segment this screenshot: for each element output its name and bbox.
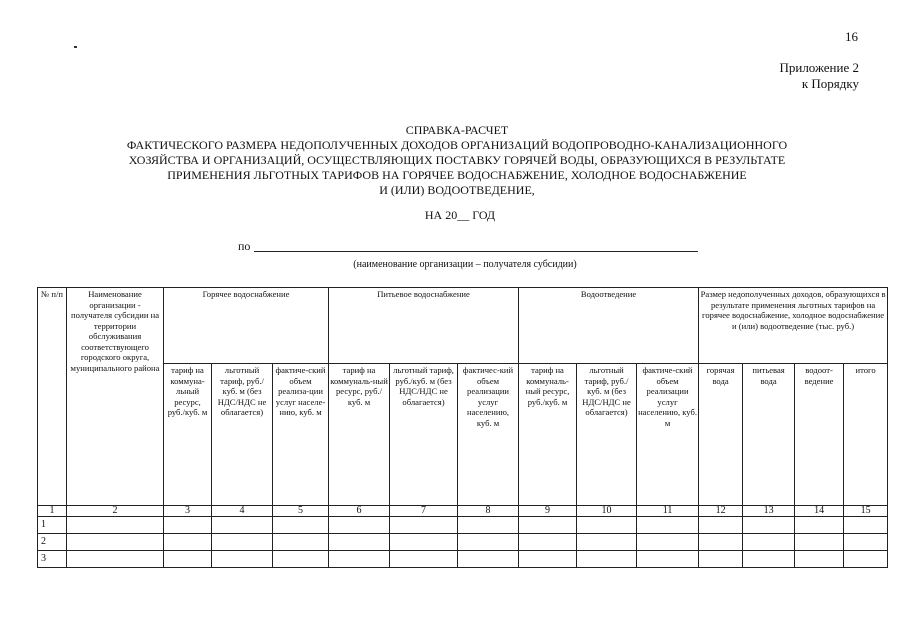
row-number: 2 [38,534,67,551]
column-number: 14 [795,506,844,517]
table-cell[interactable] [164,551,212,568]
header-hot-water-group: Горячее водоснабжение [164,288,329,364]
column-number: 2 [67,506,164,517]
table-cell[interactable] [212,534,273,551]
appendix-line-2: к Порядку [801,76,859,91]
table-cell[interactable] [329,551,390,568]
column-number: 8 [458,506,519,517]
table-cell[interactable] [273,534,329,551]
table-cell[interactable] [458,551,519,568]
year-line: НА 20__ ГОД [424,208,496,222]
column-number-row [38,506,888,517]
header-drink-volume: фактичес-кий объем реализации услуг населению, куб. м [458,364,519,506]
table-cell[interactable] [577,517,637,534]
table-cell[interactable] [329,534,390,551]
table-cell[interactable] [795,534,844,551]
table-cell[interactable] [699,534,743,551]
table-cell[interactable] [212,517,273,534]
column-number: 13 [743,506,795,517]
organization-field[interactable] [238,240,698,256]
row-number: 3 [38,551,67,568]
table-cell[interactable] [795,551,844,568]
table-cell[interactable] [67,534,164,551]
scan-speck [74,46,77,48]
table-row [38,517,888,534]
title-line-2: ФАКТИЧЕСКОГО РАЗМЕРА НЕДОПОЛУЧЕННЫХ ДОХОДОВ ОРГАНИЗАЦИЙ ВОДОПРОВОДНО-КАНАЛИЗАЦИОННОГО [126,138,788,152]
report-table [37,287,888,568]
column-number: 7 [390,506,458,517]
table-cell[interactable] [637,534,699,551]
table-cell[interactable] [844,517,888,534]
table-cell[interactable] [458,517,519,534]
table-row [38,551,888,568]
header-loss-hot-water: горячая вода [699,364,743,506]
table-cell[interactable] [844,534,888,551]
header-loss-drainage: водоот-ведение [795,364,844,506]
appendix-line-1: Приложение 2 [779,60,859,75]
table-row [38,534,888,551]
page-number: 16 [845,29,858,44]
table-cell[interactable] [273,517,329,534]
column-number: 10 [577,506,637,517]
table-cell[interactable] [743,551,795,568]
organization-caption: (наименование организации – получателя субсидии) [353,259,577,270]
header-drain-tariff: тариф на коммуналь-ный ресурс, руб./куб. м [519,364,577,506]
table-cell[interactable] [844,551,888,568]
table-cell[interactable] [390,534,458,551]
organization-underline [254,251,698,252]
table-cell[interactable] [699,551,743,568]
table-cell[interactable] [212,551,273,568]
header-hot-tariff: тариф на коммуна-льный ресурс, руб./куб. м [164,364,212,506]
table-cell[interactable] [577,534,637,551]
header-loss-drinking-water: питьевая вода [743,364,795,506]
header-hot-preferential-tariff: льготный тариф, руб./куб. м (без НДС/НДС не облагается) [212,364,273,506]
organization-prefix: по [238,239,251,253]
table-cell[interactable] [329,517,390,534]
column-number: 9 [519,506,577,517]
header-hot-volume: фактиче-ский объем реализа-ции услуг населе-нию, куб. м [273,364,329,506]
table-cell[interactable] [743,534,795,551]
table-cell[interactable] [637,517,699,534]
table-cell[interactable] [699,517,743,534]
table-cell[interactable] [519,551,577,568]
header-drain-preferential-tariff: льготный тариф, руб./куб. м (без НДС/НДС не облагается) [577,364,637,506]
column-number: 4 [212,506,273,517]
header-organization-name: Наименование организации - получателя субсидии на территории обслуживания соответствующего городского округа, муниципального района [67,288,164,506]
column-number: 5 [273,506,329,517]
header-drinking-water-group: Питьевое водоснабжение [329,288,519,364]
title-line-3: ХОЗЯЙСТВА И ОРГАНИЗАЦИЙ, ОСУЩЕСТВЛЯЮЩИХ ПОСТАВКУ ГОРЯЧЕЙ ВОДЫ, ОБРАЗУЮЩИХСЯ В РЕЗУЛЬТАТЕ [128,153,786,167]
table-cell[interactable] [390,551,458,568]
table-cell[interactable] [390,517,458,534]
table-cell[interactable] [67,551,164,568]
table-cell[interactable] [743,517,795,534]
header-drink-tariff: тариф на коммуналь-ный ресурс, руб./куб. м [329,364,390,506]
column-number: 6 [329,506,390,517]
row-number: 1 [38,517,67,534]
header-drainage-group: Водоотведение [519,288,699,364]
table-cell[interactable] [637,551,699,568]
column-number: 12 [699,506,743,517]
column-number: 3 [164,506,212,517]
table-cell[interactable] [273,551,329,568]
column-number: 15 [844,506,888,517]
header-lost-income-group: Размер недополученных доходов, образующихся в результате применения льготных тарифов на горячее водоснабжение, холодное водоснабжение и (или) водоотведение (тыс. руб.) [699,288,888,364]
header-loss-total: итого [844,364,888,506]
title-line-1: СПРАВКА-РАСЧЕТ [405,123,509,137]
column-number: 11 [637,506,699,517]
header-number: № п/п [38,288,67,506]
table-cell[interactable] [458,534,519,551]
header-drain-volume: фактиче-ский объем реализации услуг населению, куб. м [637,364,699,506]
table-cell[interactable] [164,517,212,534]
header-drink-preferential-tariff: льготный тариф, руб./куб. м (без НДС/НДС не облагается) [390,364,458,506]
title-line-4: ПРИМЕНЕНИЯ ЛЬГОТНЫХ ТАРИФОВ НА ГОРЯЧЕЕ ВОДОСНАБЖЕНИЕ, ХОЛОДНОЕ ВОДОСНАБЖЕНИЕ [167,168,747,182]
document-title [90,123,824,198]
table-cell[interactable] [577,551,637,568]
table-cell[interactable] [795,517,844,534]
table-cell[interactable] [519,534,577,551]
title-line-5: И (ИЛИ) ВОДООТВЕДЕНИЕ, [379,183,535,197]
table-cell[interactable] [164,534,212,551]
column-number: 1 [38,506,67,517]
table-cell[interactable] [519,517,577,534]
appendix-reference [779,60,859,92]
table-cell[interactable] [67,517,164,534]
